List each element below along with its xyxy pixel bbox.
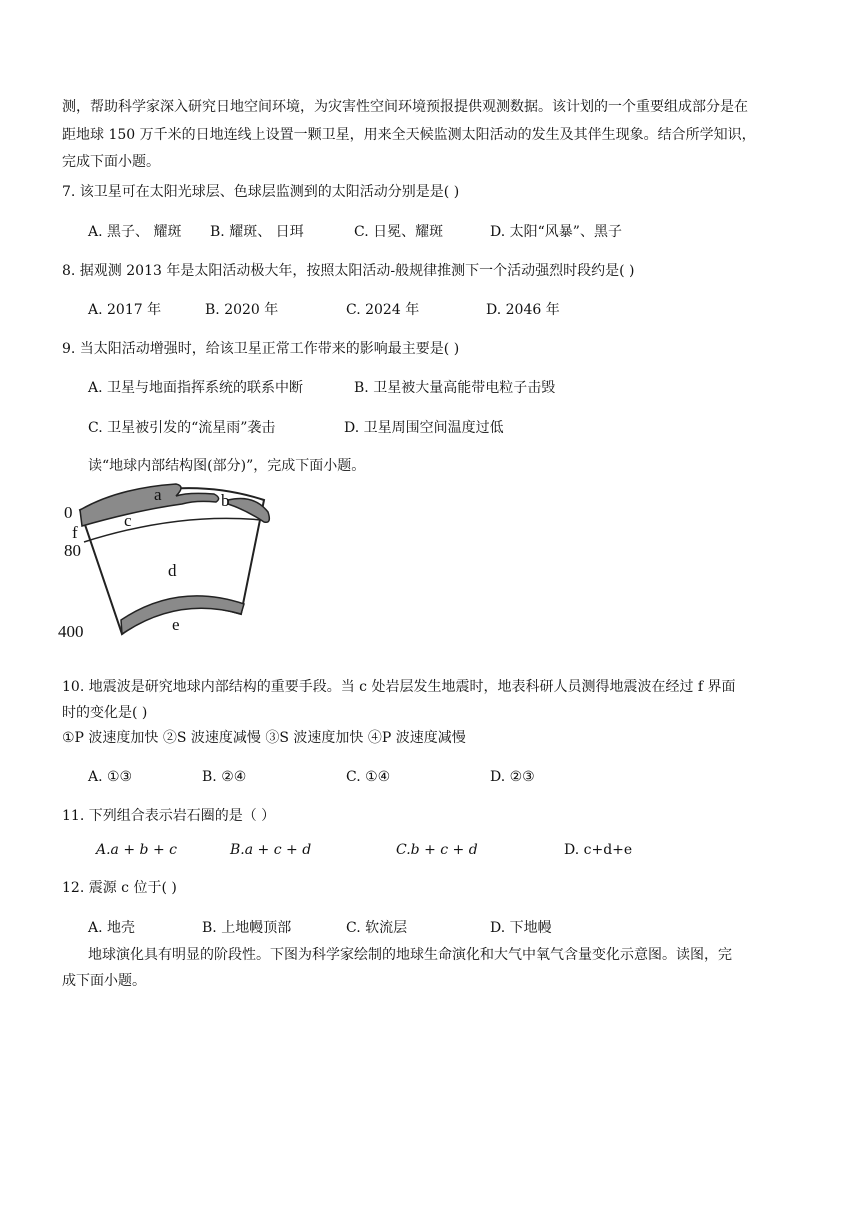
q9-stem: 9. 当太阳活动增强时，给该卫星正常工作带来的影响最主要是( ) <box>62 341 460 357</box>
q9-option-c: C. 卫星被引发的“流星雨”袭击 <box>88 420 276 436</box>
q8-option-a: A. 2017 年 <box>88 302 162 318</box>
q8-option-b: B. 2020 年 <box>205 302 279 318</box>
q12-option-d: D. 下地幔 <box>490 920 552 936</box>
q8-stem: 8. 据观测 2013 年是太阳活动极大年，按照太阳活动-般规律推测下一个活动强烈时段约是( ) <box>62 263 635 279</box>
q12-stem: 12. 震源 c 位于( ) <box>62 880 177 896</box>
q10-stem-line-2: 时的变化是( ) <box>62 705 148 721</box>
q11-option-a: A.a + b + c <box>96 842 177 858</box>
label-e: e <box>172 615 180 634</box>
depth-400: 400 <box>58 622 84 641</box>
q10-option-d: D. ②③ <box>490 769 535 785</box>
q11-option-d: D. c+d+e <box>564 842 633 858</box>
intro-line-3: 完成下面小题。 <box>62 154 160 170</box>
label-c: c <box>124 511 132 530</box>
q7-option-d: D. 太阳“风暴”、黑子 <box>490 224 622 240</box>
outro-line-1: 地球演化具有明显的阶段性。下图为科学家绘制的地球生命演化和大气中氧气含量变化示意图。读图，完 <box>88 947 732 963</box>
earth-interior-diagram <box>58 474 288 650</box>
q8-option-d: D. 2046 年 <box>486 302 560 318</box>
q9-option-a: A. 卫星与地面指挥系统的联系中断 <box>88 380 304 396</box>
q10-option-c: C. ①④ <box>346 769 391 785</box>
label-b: b <box>221 491 230 510</box>
q12-option-a: A. 地壳 <box>88 920 136 936</box>
q9-option-b: B. 卫星被大量高能带电粒子击毁 <box>354 380 556 396</box>
q7-stem: 7. 该卫星可在太阳光球层、色球层监测到的太阳活动分别是是( ) <box>62 184 460 200</box>
depth-80: 80 <box>64 541 81 560</box>
q11-option-b: B.a + c + d <box>230 842 312 858</box>
label-a: a <box>154 485 162 504</box>
q10-stem-line-1: 10. 地震波是研究地球内部结构的重要手段。当 c 处岩层发生地震时，地表科研人员测得地震波在经过 f 界面 <box>62 679 736 695</box>
label-f: f <box>72 523 78 542</box>
q11-stem: 11. 下列组合表示岩石圈的是（ ） <box>62 808 276 824</box>
q7-option-a: A. 黑子、 耀斑 <box>88 224 182 240</box>
q8-option-c: C. 2024 年 <box>346 302 420 318</box>
intro-line-1: 测，帮助科学家深入研究日地空间环境，为灾害性空间环境预报提供观测数据。该计划的一个重要组成部分是在 <box>62 99 748 115</box>
intro-line-2: 距地球 150 万千米的日地连线上设置一颗卫星，用来全天候监测太阳活动的发生及其伴生现象。结合所学知识， <box>62 127 756 143</box>
q10-option-a: A. ①③ <box>88 769 133 785</box>
figure-intro: 读“地球内部结构图(部分)”，完成下面小题。 <box>88 458 366 474</box>
q12-option-c: C. 软流层 <box>346 920 408 936</box>
outro-line-2: 成下面小题。 <box>62 973 146 989</box>
q7-option-c: C. 日冕、耀斑 <box>354 224 444 240</box>
q10-option-b: B. ②④ <box>202 769 247 785</box>
q9-option-d: D. 卫星周围空间温度过低 <box>344 420 504 436</box>
q7-option-b: B. 耀斑、 日珥 <box>210 224 304 240</box>
q12-option-b: B. 上地幔顶部 <box>202 920 292 936</box>
label-d: d <box>168 561 177 580</box>
depth-0: 0 <box>64 503 73 522</box>
q11-option-c: C.b + c + d <box>396 842 478 858</box>
q10-choices: ①P 波速度加快 ②S 波速度减慢 ③S 波速度加快 ④P 波速度减慢 <box>62 730 466 746</box>
